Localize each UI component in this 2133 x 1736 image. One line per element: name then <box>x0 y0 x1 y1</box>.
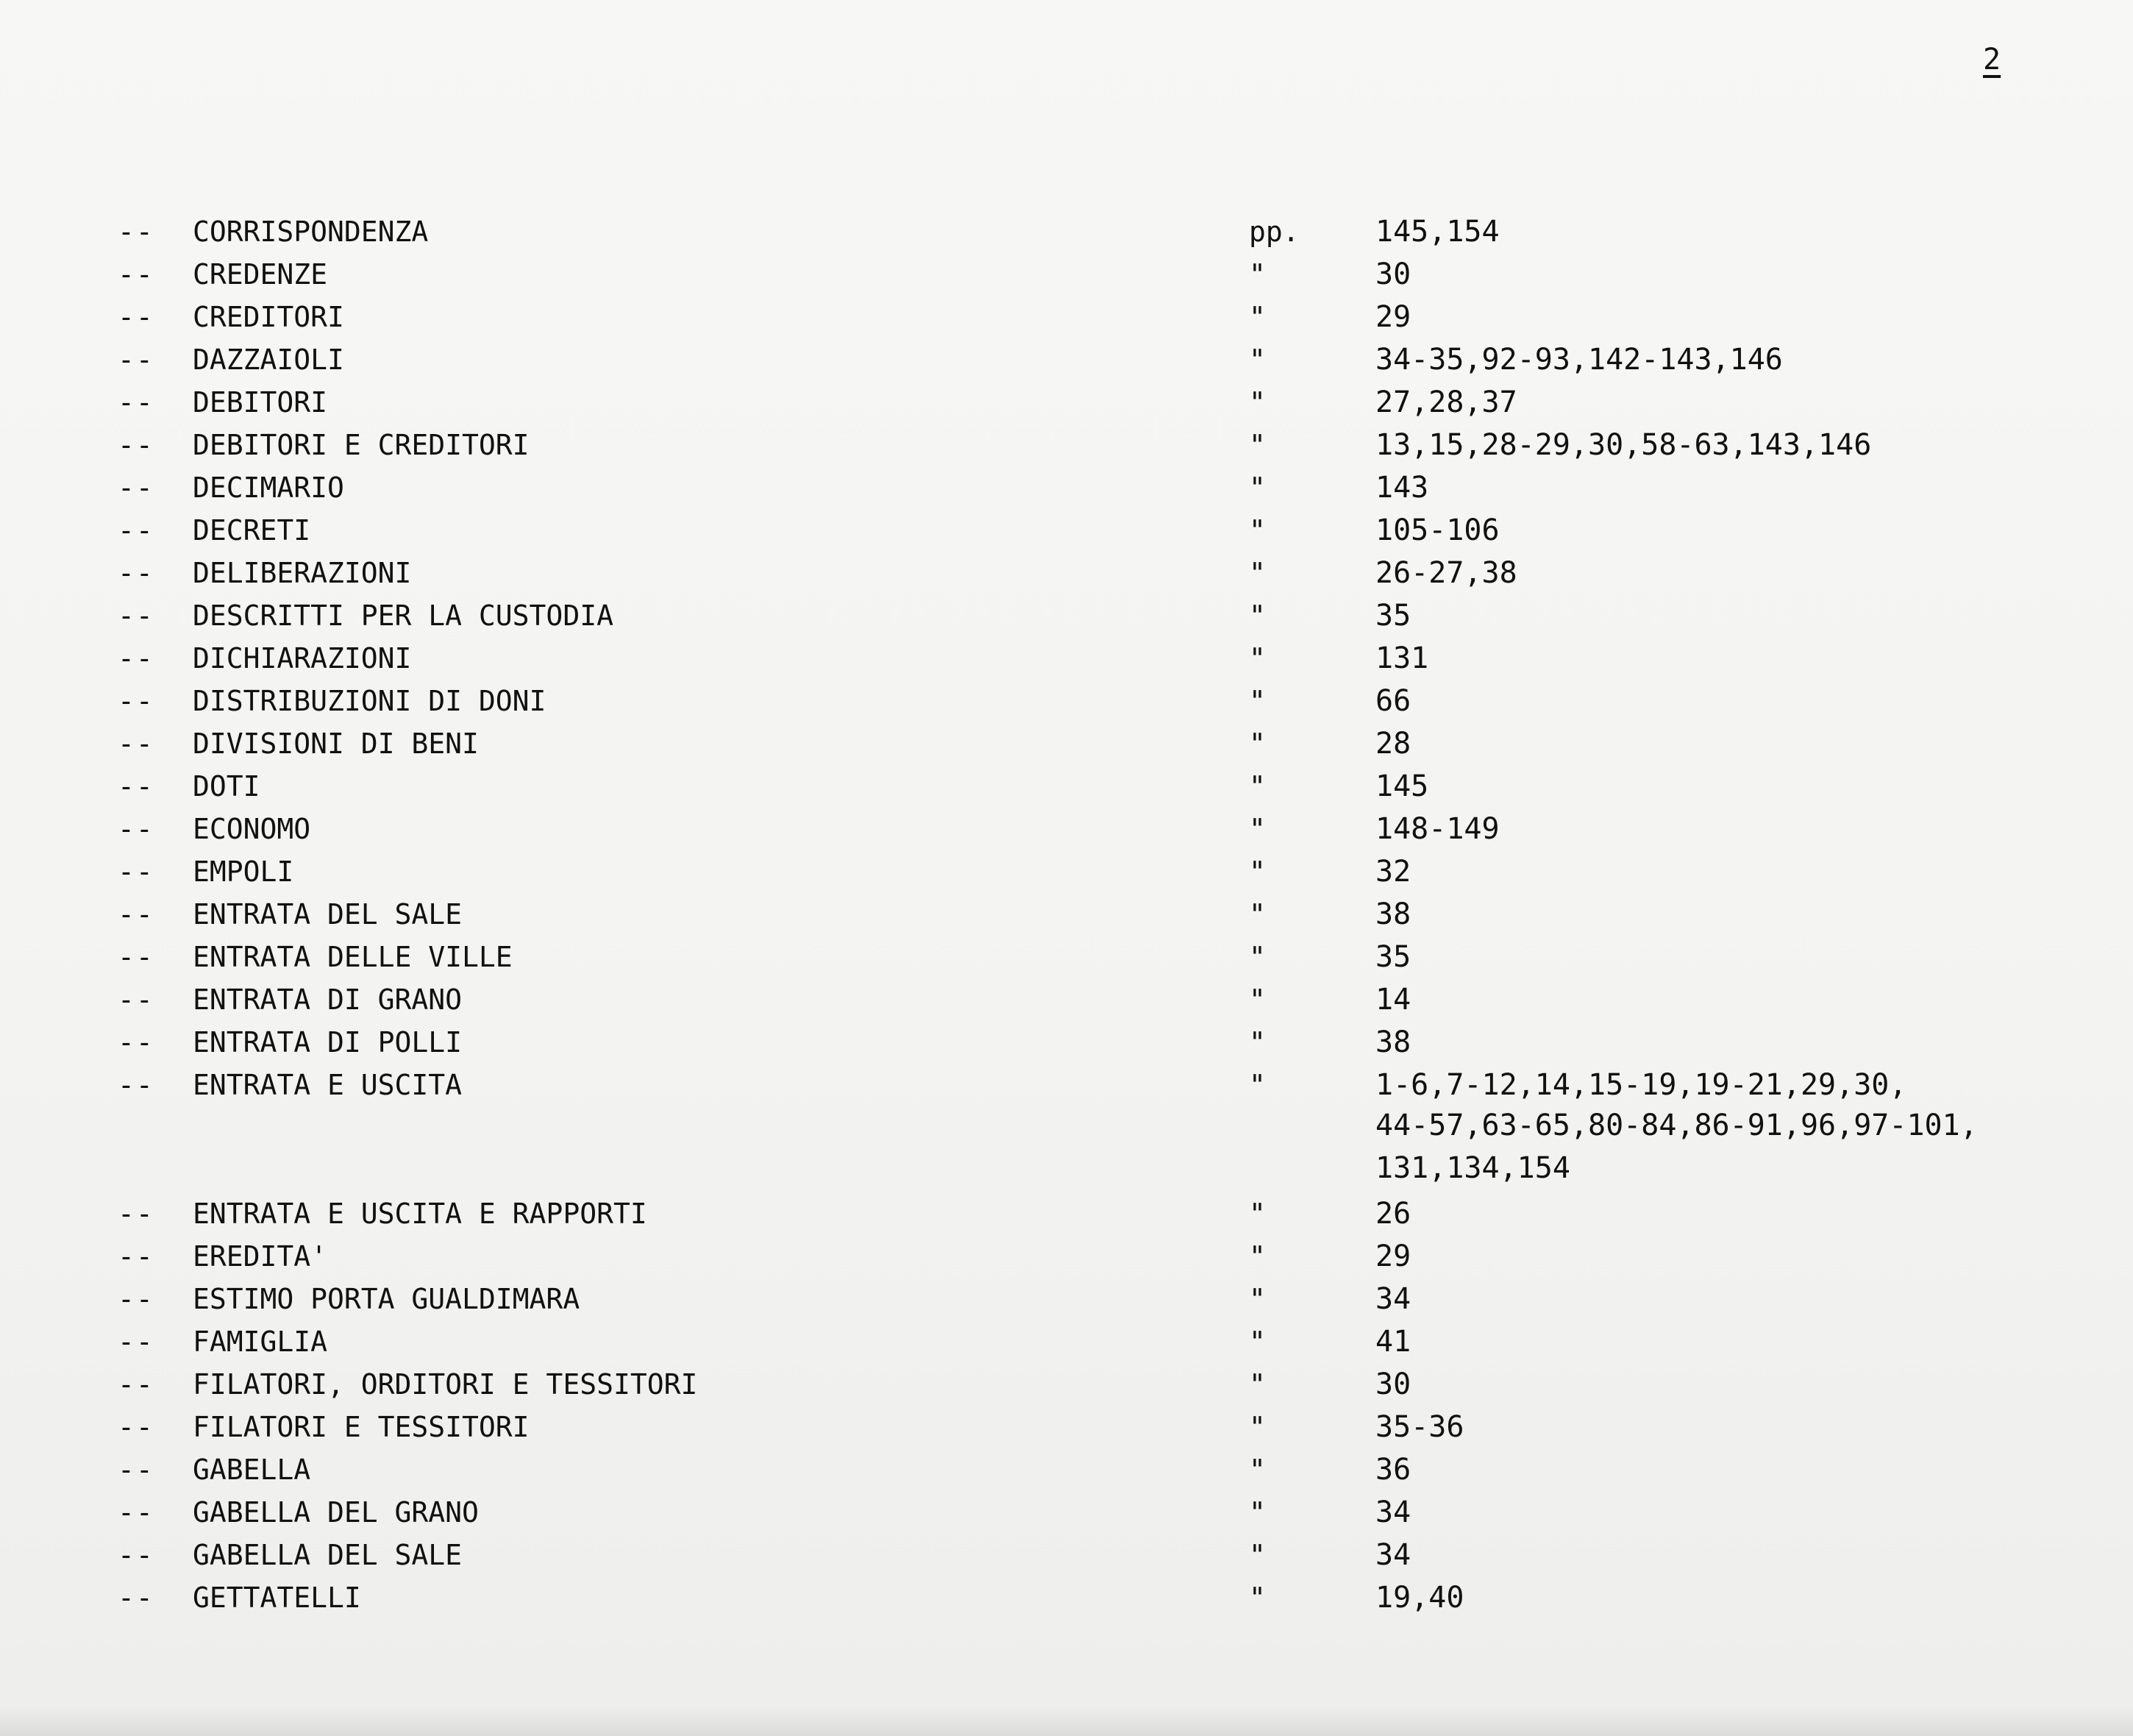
entry-dash: -- <box>118 1454 154 1486</box>
entry-dash: -- <box>118 344 154 376</box>
entry-ditto: " <box>1249 1283 1266 1315</box>
entry-dash: -- <box>118 1026 154 1059</box>
entry-ditto: " <box>1249 728 1266 760</box>
entry-pages: 34 <box>1375 1282 1411 1316</box>
entry-pages: 35-36 <box>1375 1410 1464 1444</box>
index-entry <box>0 469 2133 506</box>
entry-ditto: " <box>1249 344 1266 376</box>
entry-ditto: " <box>1249 301 1266 333</box>
entry-pages: 148-149 <box>1375 812 1500 846</box>
entry-ditto: " <box>1249 813 1266 845</box>
entry-term: EREDITA' <box>193 1240 328 1273</box>
entry-term: GABELLA <box>193 1454 311 1486</box>
entry-dash: -- <box>118 1368 154 1401</box>
entry-dash: -- <box>118 1198 154 1230</box>
entry-ditto: pp. <box>1249 216 1300 248</box>
entry-term: ENTRATA DEL SALE <box>193 898 463 931</box>
entry-term: FILATORI, ORDITORI E TESSITORI <box>193 1368 698 1401</box>
entry-pages: 66 <box>1375 684 1411 718</box>
entry-ditto: " <box>1249 898 1266 931</box>
entry-ditto: " <box>1249 429 1266 461</box>
index-entry <box>0 896 2133 933</box>
entry-dash: -- <box>118 855 154 888</box>
entry-term: EMPOLI <box>193 855 294 888</box>
entry-pages: 34 <box>1375 1538 1411 1572</box>
index-entry <box>0 683 2133 719</box>
index-entry <box>0 1366 2133 1403</box>
entry-dash: -- <box>118 1283 154 1315</box>
page-edge-shadow <box>0 1707 2133 1736</box>
entry-pages: 26-27,38 <box>1375 556 1517 590</box>
entry-dash: -- <box>118 1326 154 1358</box>
entry-term: ENTRATA DI POLLI <box>193 1026 463 1059</box>
index-entry <box>0 1537 2133 1573</box>
entry-dash: -- <box>118 642 154 675</box>
entry-dash: -- <box>118 472 154 504</box>
entry-ditto: " <box>1249 1368 1266 1401</box>
entry-pages: 35 <box>1375 599 1411 633</box>
entry-pages: 38 <box>1375 897 1411 931</box>
index-entry <box>0 939 2133 975</box>
entry-dash: -- <box>118 1539 154 1571</box>
entry-term: ENTRATA E USCITA E RAPPORTI <box>193 1198 647 1230</box>
index-entry <box>0 853 2133 890</box>
entry-pages: 27,28,37 <box>1375 385 1517 419</box>
entry-pages: 145,154 <box>1375 215 1500 249</box>
index-entry <box>0 597 2133 634</box>
entry-pages: 26 <box>1375 1197 1411 1231</box>
index-entry <box>0 1150 2133 1187</box>
entry-ditto: " <box>1249 855 1266 888</box>
index-entry <box>0 1409 2133 1445</box>
entry-ditto: " <box>1249 1582 1266 1614</box>
entry-ditto: " <box>1249 472 1266 504</box>
entry-ditto: " <box>1249 941 1266 973</box>
entry-dash: -- <box>118 386 154 419</box>
entry-dash: -- <box>118 813 154 845</box>
entry-ditto: " <box>1249 1326 1266 1358</box>
entry-term: DECIMARIO <box>193 472 344 504</box>
entry-ditto: " <box>1249 600 1266 632</box>
entry-term: DELIBERAZIONI <box>193 557 412 589</box>
entry-pages: 30 <box>1375 1367 1411 1401</box>
entry-dash: -- <box>118 514 154 547</box>
index-entry <box>0 427 2133 463</box>
entry-ditto: " <box>1249 1496 1266 1529</box>
index-entry <box>0 1107 2133 1144</box>
entry-pages: 30 <box>1375 257 1411 291</box>
entry-dash: -- <box>118 1240 154 1273</box>
entry-dash: -- <box>118 1411 154 1443</box>
entry-term: ENTRATA DELLE VILLE <box>193 941 513 973</box>
entry-dash: -- <box>118 301 154 333</box>
entry-dash: -- <box>118 600 154 632</box>
entry-term: GABELLA DEL GRANO <box>193 1496 479 1529</box>
index-entry <box>0 640 2133 677</box>
entry-ditto: " <box>1249 1069 1266 1101</box>
entry-term: DAZZAIOLI <box>193 344 344 376</box>
index-entry <box>0 1494 2133 1531</box>
entry-ditto: " <box>1249 983 1266 1016</box>
entry-ditto: " <box>1249 642 1266 675</box>
entry-pages: 32 <box>1375 855 1411 889</box>
entry-pages: 41 <box>1375 1325 1411 1359</box>
entry-pages: 19,40 <box>1375 1581 1464 1615</box>
index-entry <box>0 811 2133 847</box>
entry-dash: -- <box>118 770 154 803</box>
entry-term: GABELLA DEL SALE <box>193 1539 463 1571</box>
entry-dash: -- <box>118 941 154 973</box>
entry-dash: -- <box>118 1496 154 1529</box>
index-entry <box>0 1024 2133 1061</box>
entry-ditto: " <box>1249 1539 1266 1571</box>
entry-dash: -- <box>118 216 154 248</box>
index-entry <box>0 725 2133 762</box>
entry-ditto: " <box>1249 1454 1266 1486</box>
entry-term: DEBITORI <box>193 386 328 419</box>
entry-ditto: " <box>1249 1026 1266 1059</box>
entry-pages: 34-35,92-93,142-143,146 <box>1375 343 1783 377</box>
entry-term: ENTRATA E USCITA <box>193 1069 463 1101</box>
entry-term: ECONOMO <box>193 813 311 845</box>
entry-pages: 143 <box>1375 471 1429 505</box>
entry-dash: -- <box>118 1069 154 1101</box>
entry-term: DOTI <box>193 770 260 803</box>
entry-term: CREDITORI <box>193 301 344 333</box>
entry-term: DISTRIBUZIONI DI DONI <box>193 685 546 717</box>
index-entry <box>0 1579 2133 1616</box>
entry-dash: -- <box>118 258 154 291</box>
index-entry <box>0 555 2133 591</box>
entry-term: DECRETI <box>193 514 311 547</box>
index-entry <box>0 213 2133 250</box>
index-entry <box>0 1238 2133 1275</box>
entry-term: CORRISPONDENZA <box>193 216 429 248</box>
entry-ditto: " <box>1249 685 1266 717</box>
entry-pages: 14 <box>1375 983 1411 1017</box>
entry-dash: -- <box>118 983 154 1016</box>
entry-ditto: " <box>1249 1411 1266 1443</box>
entry-term: DEBITORI E CREDITORI <box>193 429 530 461</box>
entry-ditto: " <box>1249 514 1266 547</box>
index-entry <box>0 299 2133 335</box>
entry-dash: -- <box>118 1582 154 1614</box>
index-entry <box>0 1323 2133 1360</box>
page-number: 2 <box>1983 43 2001 77</box>
entry-pages: 38 <box>1375 1025 1411 1059</box>
index-entry <box>0 341 2133 378</box>
entry-pages: 131 <box>1375 641 1429 675</box>
entry-term: FILATORI E TESSITORI <box>193 1411 530 1443</box>
entry-ditto: " <box>1249 386 1266 419</box>
entry-ditto: " <box>1249 1240 1266 1273</box>
entry-pages: 131,134,154 <box>1375 1151 1570 1185</box>
entry-term: CREDENZE <box>193 258 328 291</box>
entry-ditto: " <box>1249 770 1266 803</box>
entry-dash: -- <box>118 898 154 931</box>
entry-pages: 34 <box>1375 1495 1411 1529</box>
entry-term: DICHIARAZIONI <box>193 642 412 675</box>
entry-pages: 145 <box>1375 769 1429 803</box>
index-entry <box>0 384 2133 421</box>
entry-ditto: " <box>1249 1198 1266 1230</box>
entry-ditto: " <box>1249 557 1266 589</box>
entry-term: DESCRITTI PER LA CUSTODIA <box>193 600 613 632</box>
entry-term: ENTRATA DI GRANO <box>193 983 463 1016</box>
index-entry <box>0 768 2133 805</box>
entry-pages: 28 <box>1375 727 1411 761</box>
index-entry <box>0 512 2133 549</box>
entry-term: ESTIMO PORTA GUALDIMARA <box>193 1283 580 1315</box>
entry-pages: 29 <box>1375 300 1411 334</box>
entry-pages: 35 <box>1375 940 1411 974</box>
entry-pages: 1-6,7-12,14,15-19,19-21,29,30, <box>1375 1068 1907 1102</box>
index-entry <box>0 981 2133 1018</box>
entry-term: DIVISIONI DI BENI <box>193 728 479 760</box>
entry-dash: -- <box>118 685 154 717</box>
entry-pages: 105-106 <box>1375 513 1500 547</box>
entry-term: GETTATELLI <box>193 1582 361 1614</box>
entry-pages: 29 <box>1375 1239 1411 1273</box>
entry-dash: -- <box>118 728 154 760</box>
entry-ditto: " <box>1249 258 1266 291</box>
index-entry <box>0 1451 2133 1488</box>
entry-pages: 36 <box>1375 1453 1411 1487</box>
entry-term: FAMIGLIA <box>193 1326 328 1358</box>
entry-dash: -- <box>118 429 154 461</box>
index-entry <box>0 1067 2133 1103</box>
index-entry <box>0 1195 2133 1232</box>
entry-dash: -- <box>118 557 154 589</box>
entry-pages: 44-57,63-65,80-84,86-91,96,97-101, <box>1375 1109 1978 1142</box>
index-entry <box>0 256 2133 293</box>
entry-pages: 13,15,28-29,30,58-63,143,146 <box>1375 428 1872 462</box>
index-entry <box>0 1281 2133 1317</box>
